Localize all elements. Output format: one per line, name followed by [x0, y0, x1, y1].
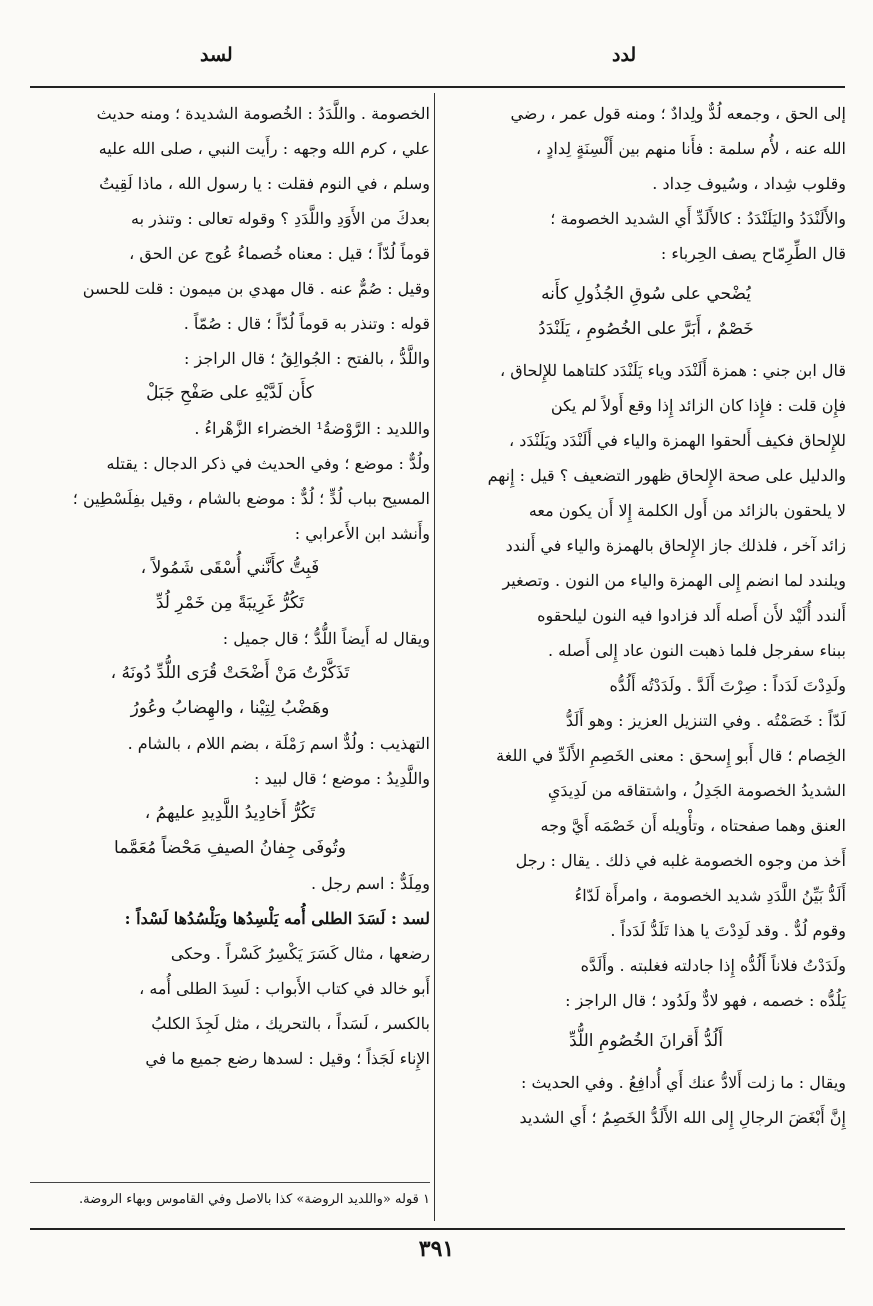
text-line: إِنَّ أَبْغَضَ الرجالِ إِلى الله الأَلَدُّ الخَصِمُ ؛ أَي الشديد [519, 1108, 846, 1127]
text-line: علي ، كرم الله وجهه : رأَيت النبي ، صلى الله عليه [98, 139, 430, 158]
text-line: فإِن قلت : فإِذا كان الزائد إِذا وقع أَولاً لم يكن [550, 396, 846, 415]
verse-line: أَلُدُّ أَقرانَ الخُصُومِ اللُّدِّ [569, 1031, 723, 1051]
text-line: الخِصام ؛ قال أَبو إِسحق : معنى الخَصِمِ الأَلَدِّ في اللغة [496, 746, 846, 765]
bottom-rule [30, 1228, 845, 1230]
left-column [30, 96, 430, 1076]
text-line: إلى الحق ، وجمعه لُدٌّ ولِدادٌ ؛ ومنه قول عمر ، رضي [510, 104, 846, 123]
text-line: ويقال له أَيضاً اللُّدُّ ؛ قال جميل : [222, 629, 430, 648]
text-line: قال ابن جني : همزة أَلَنْدَد وياء يَلَنْدَد كلتاهما للإِلحاق ، [499, 361, 846, 380]
text-line: ببناء سفرجل فلما ذهبت النون عاد إِلى أَصله . [547, 641, 846, 660]
text-line: والأَلَنْدَدُ واليَلَنْدَدُ : كالأَلَدِّ أَي الشديد الخصومة ؛ [550, 209, 846, 228]
text-line: واللَّدِيدُ : موضع ؛ قال لبيد : [254, 769, 430, 788]
text-line: وقلوب شِداد ، وسُيوف حِداد . [652, 174, 846, 193]
top-rule [30, 86, 845, 88]
verse-line: تَكُرُّ أَخادِيدُ اللَّدِيدِ عليهمُ ، [144, 803, 316, 823]
verse-line: وهَضْبُ لِتِيْنا ، والهِضابُ وعُورُ [130, 698, 330, 718]
text-line: رضعها ، مثال كَسَرَ يَكْسِرُ كَسْراً . وحكى [170, 944, 430, 963]
text-line: واللَّدُّ ، بالفتح : الجُوالِقُ ؛ قال الراجز : [184, 349, 430, 368]
verse-line: فَبِتُّ كأَنَّني أُسْقَى شَمُولاً ، [140, 558, 320, 578]
text-line: أَلندد أُلَيْد لأَن أَصله أَلد فزادوا فيه النون ليلحقوه [537, 606, 846, 625]
text-line: بالكسر ، لَسَداً ، بالتحريك ، مثل لَجِذَ الكلبُ [151, 1014, 430, 1033]
text-line: للإِلحاق فكيف أَلحقوا الهمزة والياء في أَلَنْدَد ويَلَنْدَد ، [508, 431, 846, 450]
text-line: قال الطِّرِمّاح يصف الحِرباء : [660, 244, 846, 263]
right-column [446, 96, 846, 1135]
text-line: الإِناء لَجَذاً ؛ وقيل : لسدها رضع جميع ما في [145, 1049, 430, 1068]
verse-line: خَصْمٌ ، أَبَرَّ على الخُصُومِ ، يَلَنْدَدُ [538, 319, 754, 339]
text-line: ومِلَدٌّ : اسم رجل . [310, 874, 430, 893]
text-line: الله عنه ، لأُم سلمة : فأَنا منهم بين أَلْسِنَةٍ لِدادٍ ، [536, 139, 846, 158]
text-line: قوله : وتنذر به قوماً لُدّاً ؛ قال : صُمّاً . [183, 314, 430, 333]
header-root-right: لدد [612, 44, 637, 66]
text-line: يَلُدُّه : خصمه ، فهو لادٌّ ولَدُود ؛ قال الراجز : [565, 991, 846, 1010]
verse-line: كأَن لَدَّيْهِ على صَفْحِ جَبَلْ [146, 383, 314, 403]
header-root-left: لسد [200, 44, 233, 66]
column-divider [434, 93, 435, 1221]
verse-line: يُضْحي على سُوقِ الجُذُولِ كأَنه [541, 284, 751, 304]
text-line: ولَدَدْتُ فلاناً أَلُدُّه إِذا جادلته فغلبته . وأَلَدَّه [580, 956, 846, 975]
verse-line: تَكُرُّ غَرِيبَةً مِن خَمْرِ لُدِّ [155, 593, 305, 613]
text-line: المسيح بباب لُدٍّ ؛ لُدٌّ : موضع بالشام ، وقيل بفِلَسْطِين ؛ [72, 489, 430, 508]
text-line: العنق وهما صفحتاه ، وتأْويله أَن خَصْمَه أَيَّ وجه [540, 816, 846, 835]
text-line: وقوم لُدٌّ . وقد لَدِدْتَ يا هذا تَلَدُّ لَدَداً . [610, 921, 846, 940]
text-line: الخصومة . واللَّدَدُ : الخُصومة الشديدة ؛ ومنه حديث [96, 104, 430, 123]
text-line: ولَدِدْتَ لَدَداً : صِرْتَ أَلَدَّ . ولَدَدْتُه أَلُدُّه [609, 676, 846, 695]
text-line: لَدّاً : خَصَمْتُه . وفي التنزيل العزيز : وهو أَلَدُّ [565, 711, 846, 730]
text-line: أَلَدُّ بَيِّنُ اللَّدَدِ شديد الخصومة ، وامرأَة لَدّاءُ [574, 886, 846, 905]
text-line: ولُدٌّ : موضع ؛ وفي الحديث في ذكر الدجال : يقتله [106, 454, 430, 473]
footnote: ١ قوله «واللديد الروضة» كذا بالاصل وفي القاموس وبهاء الروضة. [30, 1182, 430, 1213]
text-line: وقيل : صُمٌّ عنه . قال مهدي بن ميمون : قلت للحسن [82, 279, 430, 298]
verse-line: وتُوفَى جِفانُ الصيفِ مَحْضاً مُعَمَّما [114, 838, 346, 858]
verse-line: تَذَكَّرْتُ مَنْ أَضْحَتْ قُرَى اللُّدِّ دُونَهُ ، [110, 663, 350, 683]
text-line: ويلندد لما انضم إِلى الهمزة والياء من النون . وتصغير [502, 571, 846, 590]
text-line: أَبو خالد في كتاب الأَبواب : لَسِدَ الطلى أُمه ، [139, 979, 430, 998]
text-line: ويقال : ما زلت أَلادُّ عنك أَي أُدافِعُ . وفي الحديث : [521, 1073, 846, 1092]
text-line: بعدكَ من الأَوَدِ واللَّدَدِ ؟ وقوله تعالى : وتنذر به [131, 209, 430, 228]
text-line: قوماً لُدّاً ؛ قيل : معناه خُصماءُ عُوج عن الحق ، [129, 244, 430, 263]
text-line: أَخذ من وجوه الخصومة غلبه في ذلك . يقال : رجل [515, 851, 846, 870]
text-line: لا يلحقون بالزائد من أَول الكلمة إِلا أَن يكون معه [528, 501, 846, 520]
text-line: وسلم ، في النوم فقلت : يا رسول الله ، ماذا لَقِيتُ [99, 174, 430, 193]
page-number: ٣٩١ [418, 1236, 455, 1262]
text-line: واللديد : الرَّوْضةُ¹ الخضراء الزَّهْراءُ . [194, 419, 430, 438]
entry-heading-line: لسد : لَسَدَ الطلى أُمه يَلْسِدُها ويَلْسُدُها لَسْداً : [124, 909, 430, 928]
text-line: وأَنشد ابن الأَعرابي : [294, 524, 430, 543]
text-line: الشديدُ الخصومة الجَدِلُ ، واشتقاقه من لَدِيدَيِ [547, 781, 846, 800]
text-line: التهذيب : ولُدٌّ اسم رَمْلَة ، بضم اللام ، بالشام . [127, 734, 430, 753]
text-line: والدليل على صحة الإِلحاق ظهور التضعيف ؟ قيل : إِنهم [487, 466, 846, 485]
text-line: زائد آخر ، فلذلك جاز الإِلحاق بالهمزة والياء في أَلندد [505, 536, 846, 555]
